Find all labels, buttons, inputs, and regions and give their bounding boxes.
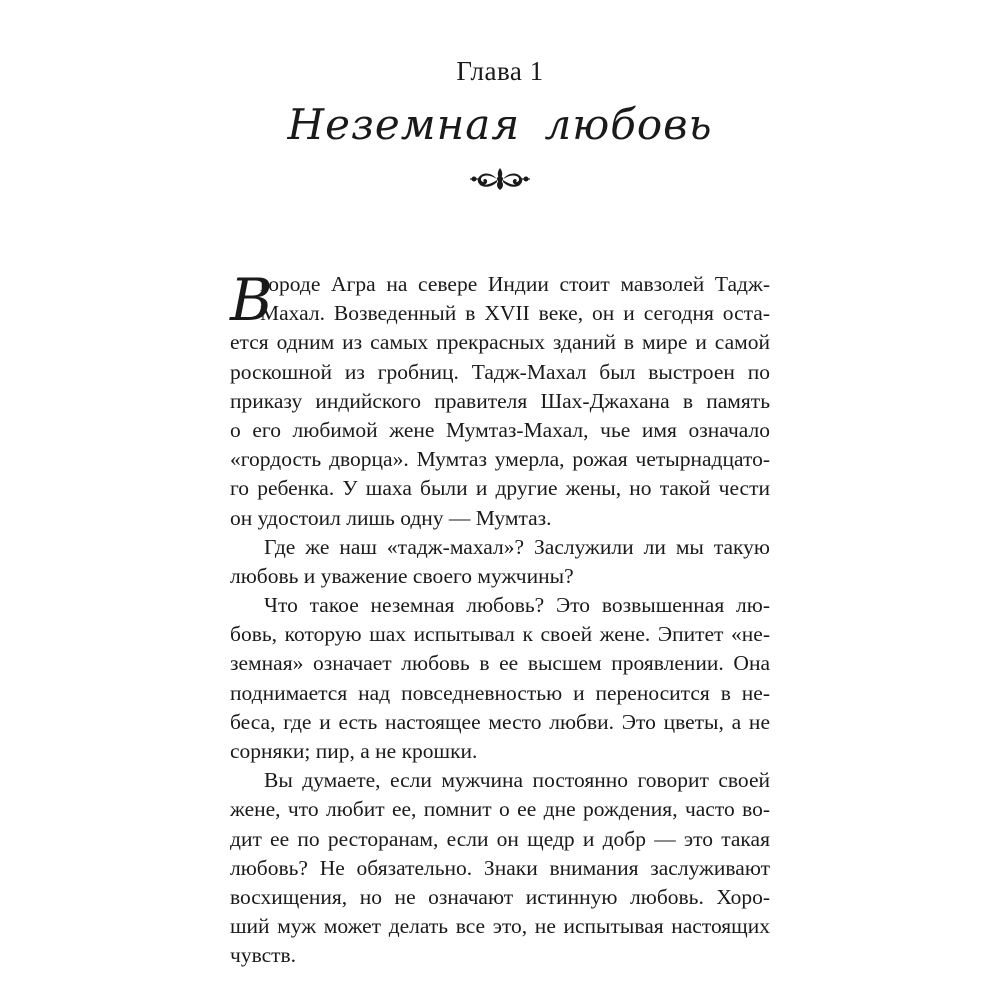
text-line: земная» означает любовь в ее высшем проявлении. Она (230, 651, 770, 676)
paragraph-3 (230, 591, 770, 766)
text-line: роскошной из гробниц. Тадж-Махал был выстроен по (230, 359, 770, 384)
text-line: поднимается над повседневностью и переносится в не- (230, 680, 770, 705)
text-line: любовь и уважение своего мужчины? (230, 563, 574, 588)
chapter-title: Неземная любовь (287, 100, 713, 149)
text-line: Что такое неземная любовь? Это возвышенная лю- (264, 593, 770, 618)
text-line: беса, где и есть настоящее место любви. Это цветы, а не (230, 709, 770, 734)
chapter-label: Глава 1 (456, 56, 544, 86)
text-line: Махал. Возведенный в XVII веке, он и сегодня оста- (260, 301, 770, 326)
text-line: дит ее по ресторанам, если он щедр и добр — это такая (230, 826, 770, 851)
text-line: восхищения, но не означают истинную любовь. Хоро- (230, 884, 770, 909)
text-line: ется одним из самых прекрасных зданий в мире и самой (230, 330, 770, 355)
body-text (230, 266, 770, 971)
text-line: о его любимой жене Мумтаз-Махал, чье имя означало (230, 417, 770, 442)
text-line: любовь? Не обязательно. Знаки внимания заслуживают (230, 855, 770, 880)
paragraph-1 (230, 266, 770, 533)
text-line: сорняки; пир, а не крошки. (230, 739, 478, 763)
text-line: бовь, которую шах испытывал к своей жене. Эпитет «не- (230, 622, 770, 647)
text-line: приказу индийского правителя Шах-Джахана в память (230, 388, 770, 413)
text-line: чувств. (230, 943, 297, 968)
text-line: городе Агра на севере Индии стоит мавзолей Тадж- (260, 272, 770, 296)
text-line: го ребенка. У шаха были и другие жены, но такой чести (230, 476, 770, 501)
text-line: жене, что любит ее, помнит о ее дне рождения, часто во- (230, 797, 770, 822)
text-line: «гордость дворца». Мумтаз умерла, рожая четырнадцато- (230, 447, 770, 472)
floral-ornament-icon (469, 166, 531, 192)
text-line: Вы думаете, если мужчина постоянно говорит своей (264, 768, 770, 793)
paragraph-4 (230, 766, 770, 970)
text-line: Где же наш «тадж-махал»? Заслужили ли мы такую (264, 534, 770, 559)
text-line: он удостоил лишь одну — Мумтаз. (230, 505, 552, 530)
text-line: ший муж может делать все это, не испытывая настоящих (230, 914, 770, 939)
drop-cap: В (230, 266, 273, 334)
paragraph-2 (230, 533, 770, 591)
